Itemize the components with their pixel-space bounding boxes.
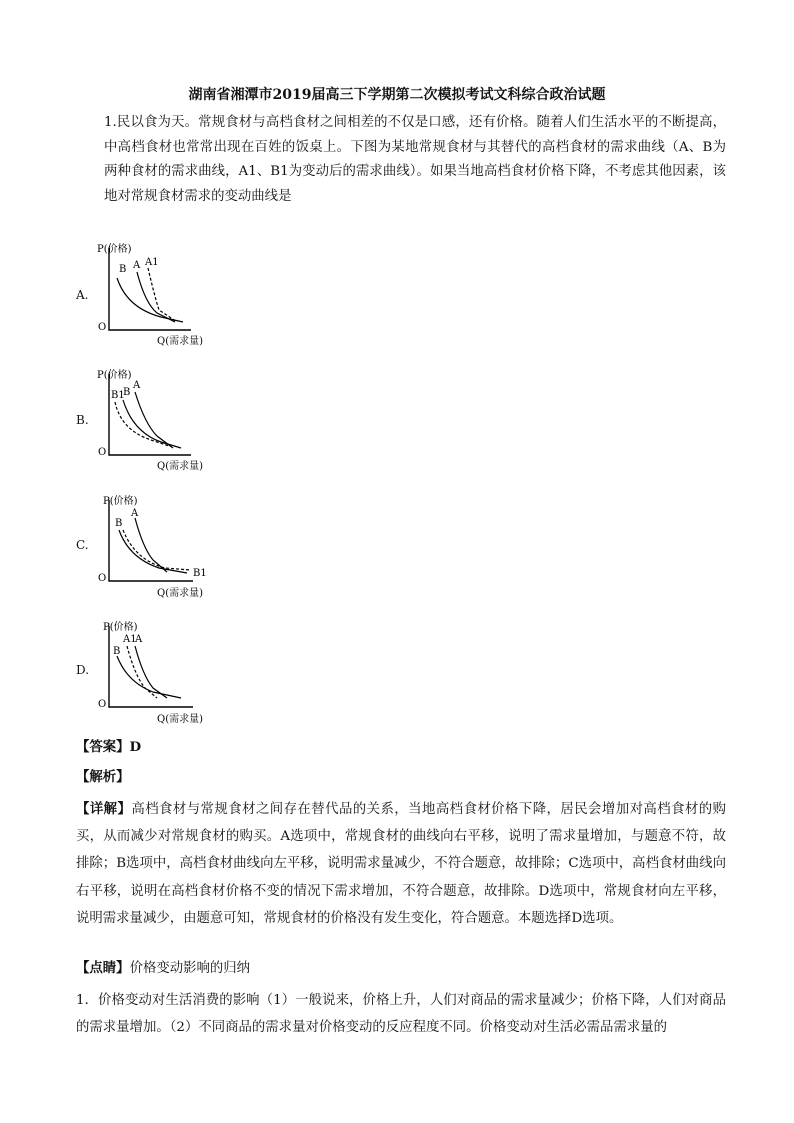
- question-text: 1.民以食为天。常规食材与高档食材之间相差的不仅是口感，还有价格。随着人们生活水平的不断提高，中高档食材也常常出现在百姓的饭桌上。下图为某地常规食材与其替代的高档食材的需求曲线（A、B为两种食材的需求曲线，A1、B1为变动后的需求曲线）。如果当地高档食材价格下降，不考虑其他因素，该地对常规食材需求的变动曲线是: [104, 115, 726, 204]
- answer: 【答案】D: [76, 739, 142, 755]
- y-axis-label: P(价格): [103, 622, 138, 633]
- curve-label: A1: [123, 634, 137, 645]
- y-axis-label: P(价格): [97, 244, 132, 255]
- curve-label: B1: [193, 568, 207, 579]
- curve-label: A: [135, 634, 143, 645]
- y-axis-label: P(价格): [103, 496, 138, 507]
- curve-label: B1: [111, 390, 125, 401]
- point-text: 1．价格变动对生活消费的影响（1）一般说来，价格上升，人们对商品的需求量减少；价格下降，人们对商品的需求量增加。（2）不同商品的需求量对价格变动的反应程度不同。价格变动对生活必需品需求量的: [76, 993, 726, 1036]
- y-axis-label: P(价格): [97, 370, 132, 381]
- page-title: 湖南省湘潭市2019届高三下学期第二次模拟考试文科综合政治试题: [188, 87, 606, 103]
- curve-label: B: [113, 646, 121, 657]
- analysis-heading: 【解析】: [76, 769, 130, 785]
- origin-label: O: [98, 573, 107, 584]
- x-axis-label: Q(需求量): [157, 714, 204, 725]
- origin-label: O: [98, 447, 107, 458]
- x-axis-label: Q(需求量): [157, 588, 204, 599]
- option-c-chart: [95, 488, 235, 604]
- option-b-label: B.: [76, 413, 89, 427]
- curve-label: B: [119, 264, 127, 275]
- curve-label: A: [133, 260, 141, 271]
- origin-label: O: [98, 322, 107, 333]
- tip-text: 价格变动影响的归纳: [129, 961, 251, 976]
- origin-label: O: [98, 699, 107, 710]
- option-d-label: D.: [76, 663, 90, 677]
- detail-tag: 【详解】: [76, 801, 132, 817]
- curve-label: A: [131, 508, 139, 519]
- detail-text: 高档食材与常规食材之间存在替代品的关系，当地高档食材价格下降，居民会增加对高档食材的购买，从而减少对常规食材的购买。A选项中，常规食材的曲线向右平移，说明了需求量增加，与题意不符，故排除；B选项中，高档食材曲线向左平移，说明需求量减少，不符合题意，故排除；C选项中，高档食材曲线向右平移，说明在高档食材价格不变的情况下需求增加，不符合题意，故排除。D选项中，常规食材向左平移，说明需求量减少，由题意可知，常规食材的价格没有发生变化，符合题意。本题选择D选项。: [76, 802, 726, 926]
- tip-section: [76, 957, 250, 976]
- option-d-chart: [95, 614, 235, 730]
- tip-tag: 【点睛】: [76, 960, 130, 976]
- option-c-label: C.: [76, 538, 89, 552]
- option-b-chart: [95, 362, 235, 478]
- x-axis-label: Q(需求量): [157, 461, 204, 472]
- option-a-chart: [95, 238, 235, 354]
- option-a-label: A.: [76, 288, 89, 302]
- detail-section: [76, 796, 726, 932]
- curve-label: B: [123, 387, 131, 398]
- curve-label: A: [133, 380, 141, 391]
- curve-label: B: [115, 518, 123, 529]
- curve-label: A1: [145, 257, 159, 268]
- x-axis-label: Q(需求量): [157, 336, 204, 347]
